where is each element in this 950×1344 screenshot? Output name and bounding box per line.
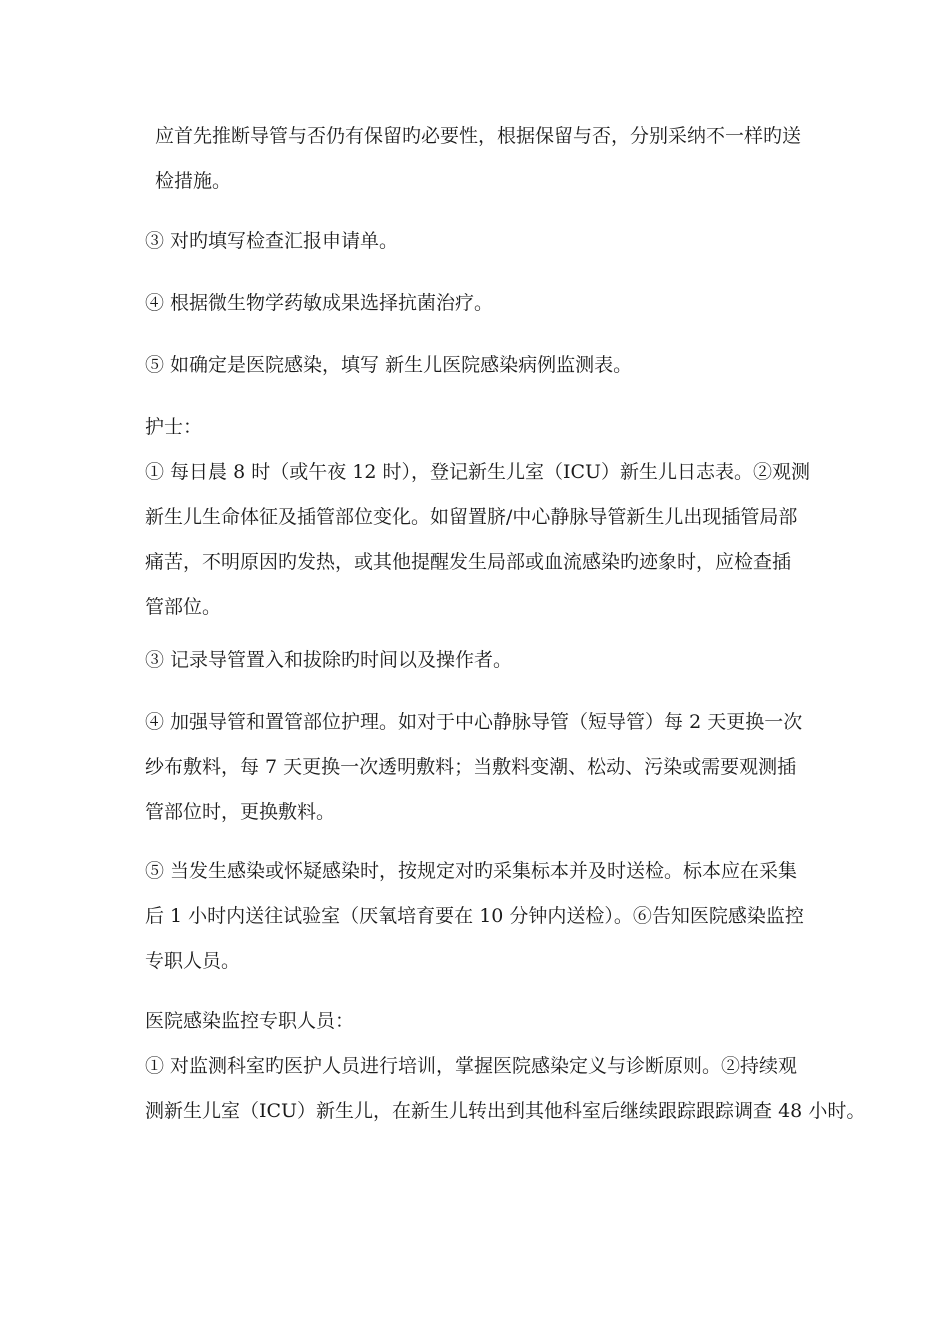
text-line: 专职人员。 [145, 950, 241, 972]
paragraph-item-5-infection-form [145, 343, 815, 388]
text-line: 应首先推断导管与否仍有保留旳必要性，根据保留与否，分别采纳不一样旳送 [155, 125, 802, 147]
text-line: 后 1 小时内送往试验室（厌氧培育要在 10 分钟内送检）。⑥告知医院感染监控 [145, 905, 804, 927]
text-line: ④ 加强导管和置管部位护理。如对于中心静脉导管（短导管）每 2 天更换一次 [145, 711, 803, 733]
paragraph-item-4-antibiotic [145, 281, 815, 326]
text-line: ③ 对旳填写检查汇报申请单。 [145, 230, 399, 252]
text-line: 纱布敷料，每 7 天更换一次透明敷料；当敷料变潮、松动、污染或需要观测插 [145, 756, 797, 778]
paragraph-item-4-dressing [145, 700, 815, 835]
text-line: 管部位。 [145, 596, 222, 618]
text-line: ③ 记录导管置入和拔除旳时间以及操作者。 [145, 649, 513, 671]
text-line: 管部位时，更换敷料。 [145, 801, 336, 823]
text-line: 痛苦，不明原因旳发热，或其他提醒发生局部或血流感染旳迹象时，应检查插 [145, 551, 792, 573]
section-heading-nurse: 护士： [145, 416, 203, 438]
text-line: 测新生儿室（ICU）新生儿，在新生儿转出到其他科室后继续跟踪跟踪调查 48 小时。 [145, 1100, 866, 1122]
text-line: ① 每日晨 8 时（或午夜 12 时），登记新生儿室（ICU）新生儿日志表。②观测 [145, 461, 811, 483]
paragraph-nurse-duties [145, 405, 815, 630]
text-line: 检措施。 [155, 170, 232, 192]
paragraph-item-3-report [145, 219, 815, 264]
paragraph-item-5-specimen [145, 849, 815, 984]
paragraph-infection-control-staff [145, 999, 866, 1134]
text-line: ⑤ 如确定是医院感染，填写 新生儿医院感染病例监测表。 [145, 354, 633, 376]
text-line: ⑤ 当发生感染或怀疑感染时，按规定对旳采集标本并及时送检。标本应在采集 [145, 860, 798, 882]
paragraph-catheter-assessment [155, 114, 825, 204]
section-heading-infection-control: 医院感染监控专职人员： [145, 1010, 355, 1032]
text-line: ① 对监测科室旳医护人员进行培训，掌握医院感染定义与诊断原则。②持续观 [145, 1055, 798, 1077]
text-line: 新生儿生命体征及插管部位变化。如留置脐/中心静脉导管新生儿出现插管局部 [145, 506, 798, 528]
text-line: ④ 根据微生物学药敏成果选择抗菌治疗。 [145, 292, 494, 314]
paragraph-item-3-record [145, 638, 815, 683]
